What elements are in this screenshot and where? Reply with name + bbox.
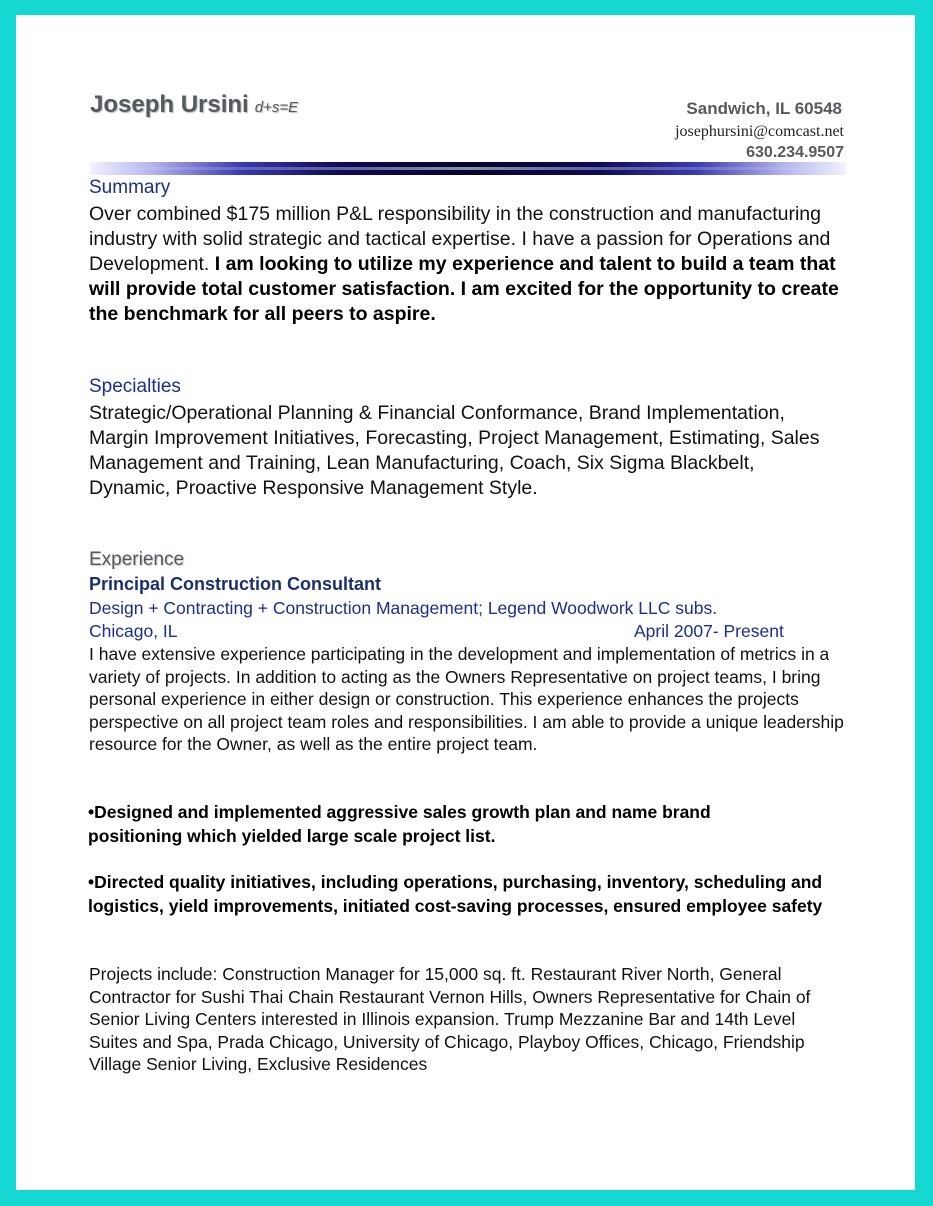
specialties-heading: Specialties (89, 376, 181, 397)
name-tagline: d+s=E (254, 99, 299, 116)
phone-number: 630.234.9507 (746, 144, 844, 161)
job-dates: April 2007- Present (634, 621, 784, 641)
location: Sandwich, IL 60548 (686, 99, 842, 118)
specialties-text: Strategic/Operational Planning & Financial Conformance, Brand Implementation, Margin Improvement Initiatives, Forecasting, Project Management, Estimating, Sales Management and Training, Lean Manufacturing, Coach, Six Sigma Blackbelt, Dynamic, Proactive Responsive Management Style. (89, 402, 820, 499)
candidate-name-text: Joseph Ursini (90, 91, 249, 118)
experience-heading: Experience (89, 549, 185, 570)
resume-page (16, 15, 915, 1190)
job-description: I have extensive experience participating in the development and implementation of metrics in a variety of projects. In addition to acting as the Owners Representative on project teams, I bring personal experience in either design or construction. This experience enhances the projects perspective on all project team roles and responsibilities. I am able to provide a unique leadership resource for the Owner, as well as the entire project team. (89, 644, 844, 754)
summary-text-plain: Over combined $175 million P&L responsibility in the construction and manufacturing industry with solid strategic and tactical expertise. I have a passion for Operations and Development. (89, 203, 831, 275)
header-divider (90, 162, 846, 175)
summary-text-bold: I am looking to utilize my experience and talent to build a team that will provide total customer satisfaction. I am excited for the opportunity to create the benchmark for all peers to aspire. (89, 253, 839, 325)
job-title: Principal Construction Consultant (89, 574, 382, 594)
company-line: Design + Contracting + Construction Management; Legend Woodwork LLC subs. (89, 598, 718, 618)
list-item: •Designed and implemented aggressive sales growth plan and name brand positioning which yielded large scale project list. (88, 802, 711, 846)
summary-heading: Summary (89, 177, 171, 198)
candidate-name (90, 91, 298, 119)
projects-text: Projects include: Construction Manager for 15,000 sq. ft. Restaurant River North, General Contractor for Sushi Thai Chain Restaurant Vernon Hills, Owners Representative for Chain of Senior Living Centers interested in Illinois expansion. Trump Mezzanine Bar and 14th Level Suites and Spa, Prada Chicago, University of Chicago, Playboy Offices, Chicago, Friendship Village Senior Living, Exclusive Residences (89, 964, 811, 1074)
list-item: •Directed quality initiatives, including operations, purchasing, inventory, scheduling and logistics, yield improvements, initiated cost-saving processes, ensured employee safety (88, 872, 823, 916)
email-address[interactable]: josephursini@comcast.net (675, 123, 844, 140)
job-city: Chicago, IL (89, 621, 178, 641)
summary-text (89, 202, 849, 327)
